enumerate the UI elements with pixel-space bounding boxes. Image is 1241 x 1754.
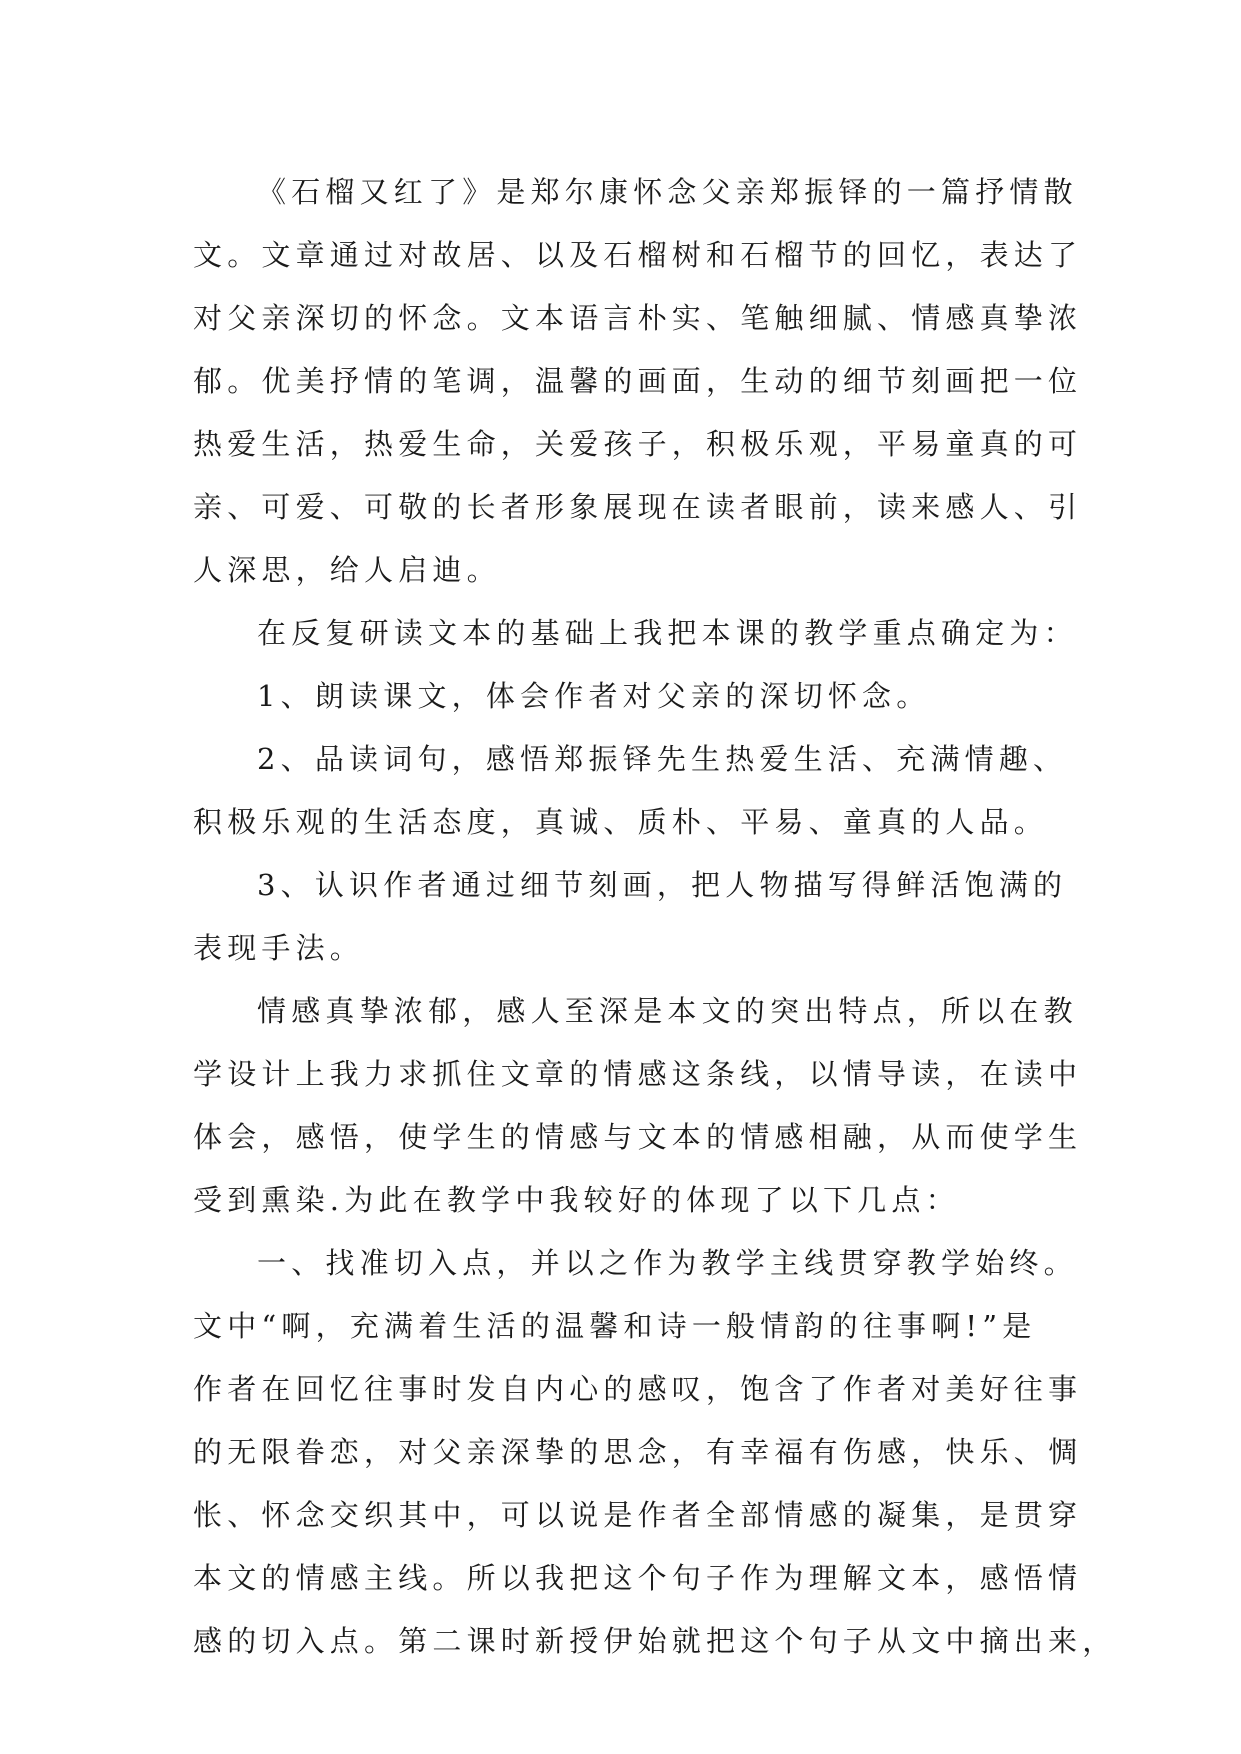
paragraph-line: 文。文章通过对故居、以及石榴树和石榴节的回忆，表达了 [193, 238, 1083, 272]
list-item-line: 2、品读词句，感悟郑振铎先生热爱生活、充满情趣、 [257, 742, 1068, 776]
paragraph-line: 受到熏染.为此在教学中我较好的体现了以下几点： [193, 1183, 960, 1217]
list-item-line: 表现手法。 [193, 931, 365, 965]
list-item-line: 积极乐观的生活态度，真诚、质朴、平易、童真的人品。 [193, 805, 1049, 839]
paragraph-line: 怅、怀念交织其中，可以说是作者全部情感的凝集，是贯穿 [193, 1498, 1083, 1532]
paragraph-line: 情感真挚浓郁，感人至深是本文的突出特点，所以在教 [257, 994, 1078, 1028]
paragraph-line: 本文的情感主线。所以我把这个句子作为理解文本，感悟情 [193, 1561, 1083, 1595]
paragraph-line: 亲、可爱、可敬的长者形象展现在读者眼前，读来感人、引 [193, 490, 1083, 524]
list-item-line: 3、认识作者通过细节刻画，把人物描写得鲜活饱满的 [257, 868, 1068, 902]
paragraph-line: 郁。优美抒情的笔调，温馨的画面，生动的细节刻画把一位 [193, 364, 1083, 398]
paragraph-line: 感的切入点。第二课时新授伊始就把这个句子从文中摘出来， [193, 1624, 1117, 1658]
paragraph-line: 的无限眷恋，对父亲深挚的思念，有幸福有伤感，快乐、惆 [193, 1435, 1083, 1469]
paragraph-line: 学设计上我力求抓住文章的情感这条线，以情导读，在读中 [193, 1057, 1083, 1091]
paragraph-line: 体会，感悟，使学生的情感与文本的情感相融，从而使学生 [193, 1120, 1083, 1154]
document-body [193, 161, 1117, 1673]
paragraph-line: 人深思，给人启迪。 [193, 553, 501, 587]
paragraph-line: 对父亲深切的怀念。文本语言朴实、笔触细腻、情感真挚浓 [193, 301, 1083, 335]
paragraph-line: 在反复研读文本的基础上我把本课的教学重点确定为： [257, 616, 1078, 650]
list-item-line: 1、朗读课文，体会作者对父亲的深切怀念。 [257, 679, 931, 713]
section-heading-line: 一、找准切入点，并以之作为教学主线贯穿教学始终。 [257, 1246, 1078, 1280]
paragraph-line: 文中“啊，充满着生活的温馨和诗一般情韵的往事啊!”是 [193, 1309, 1037, 1343]
paragraph-line: 《石榴又红了》是郑尔康怀念父亲郑振铎的一篇抒情散 [257, 175, 1078, 209]
paragraph-line: 作者在回忆往事时发自内心的感叹，饱含了作者对美好往事 [193, 1372, 1083, 1406]
paragraph-line: 热爱生活，热爱生命，关爱孩子，积极乐观，平易童真的可 [193, 427, 1083, 461]
